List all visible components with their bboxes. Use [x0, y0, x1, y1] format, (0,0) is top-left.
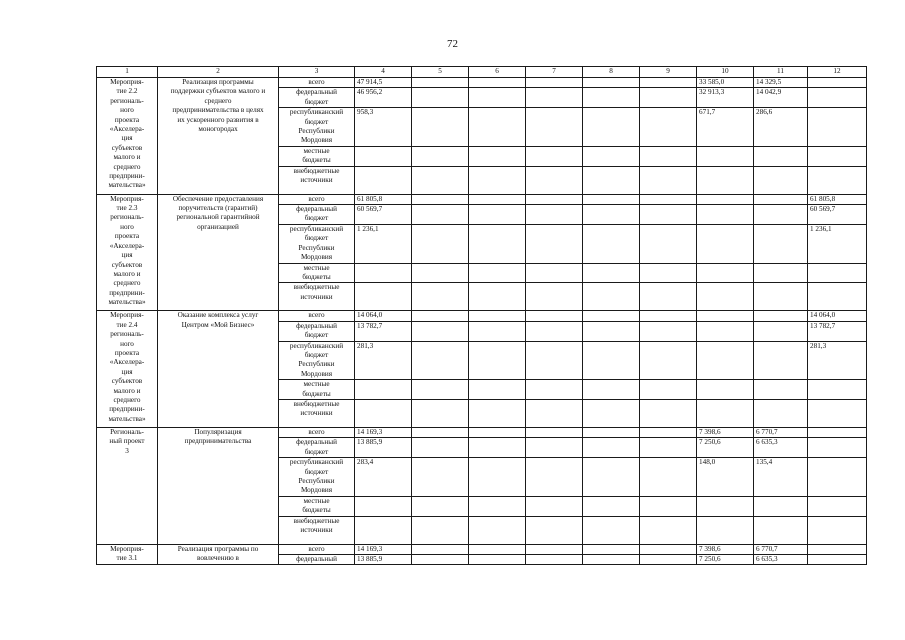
year-value-cell — [808, 555, 867, 565]
empty-year-cell — [469, 88, 526, 108]
year-value-cell — [697, 224, 754, 263]
empty-year-cell — [640, 458, 697, 497]
year-value-cell — [808, 166, 867, 194]
year-value-cell — [697, 321, 754, 341]
empty-year-cell — [526, 321, 583, 341]
total-value-cell: 47 914,5 — [355, 78, 412, 88]
table-row — [97, 311, 867, 321]
empty-year-cell — [412, 555, 469, 565]
empty-year-cell — [640, 283, 697, 311]
year-value-cell — [754, 321, 808, 341]
empty-year-cell — [469, 263, 526, 283]
empty-year-cell — [526, 108, 583, 147]
empty-year-cell — [526, 166, 583, 194]
header-cell-2: 2 — [158, 67, 279, 78]
funding-source-cell: внебюджетные источники — [279, 516, 355, 544]
empty-year-cell — [583, 263, 640, 283]
empty-year-cell — [412, 341, 469, 380]
empty-year-cell — [526, 544, 583, 554]
year-value-cell: 286,6 — [754, 108, 808, 147]
empty-year-cell — [526, 224, 583, 263]
total-value-cell — [355, 283, 412, 311]
empty-year-cell — [412, 224, 469, 263]
empty-year-cell — [583, 544, 640, 554]
total-value-cell: 283,4 — [355, 458, 412, 497]
name-cell: Оказание комплекса услуг Центром «Мой Бизнес» — [158, 311, 279, 428]
header-cell-5: 5 — [412, 67, 469, 78]
empty-year-cell — [469, 108, 526, 147]
year-value-cell — [808, 78, 867, 88]
empty-year-cell — [583, 88, 640, 108]
funding-source-cell: местные бюджеты — [279, 146, 355, 166]
header-cell-11: 11 — [754, 67, 808, 78]
total-value-cell: 14 064,0 — [355, 311, 412, 321]
empty-year-cell — [412, 146, 469, 166]
empty-year-cell — [526, 399, 583, 427]
table-row — [97, 544, 867, 554]
empty-year-cell — [526, 458, 583, 497]
header-cell-7: 7 — [526, 67, 583, 78]
funding-source-cell: республиканский бюджет Республики Мордовия — [279, 108, 355, 147]
empty-year-cell — [526, 427, 583, 437]
year-value-cell — [697, 146, 754, 166]
empty-year-cell — [526, 88, 583, 108]
empty-year-cell — [640, 544, 697, 554]
year-value-cell — [808, 458, 867, 497]
measure-cell: Мероприя- тие 2.3 региональ- ного проекта «Акселера- ция субъектов малого и среднего предприни- мательства» — [97, 194, 158, 311]
empty-year-cell — [469, 166, 526, 194]
funding-source-cell: федеральный бюджет — [279, 88, 355, 108]
year-value-cell — [754, 146, 808, 166]
year-value-cell — [808, 516, 867, 544]
funding-source-cell: федеральный бюджет — [279, 205, 355, 225]
header-cell-4: 4 — [355, 67, 412, 78]
empty-year-cell — [583, 427, 640, 437]
header-cell-6: 6 — [469, 67, 526, 78]
funding-source-cell: федеральный бюджет — [279, 438, 355, 458]
empty-year-cell — [412, 380, 469, 400]
empty-year-cell — [583, 311, 640, 321]
empty-year-cell — [469, 555, 526, 565]
empty-year-cell — [469, 458, 526, 497]
year-value-cell — [808, 263, 867, 283]
total-value-cell — [355, 146, 412, 166]
empty-year-cell — [640, 516, 697, 544]
empty-year-cell — [469, 146, 526, 166]
empty-year-cell — [640, 263, 697, 283]
empty-year-cell — [640, 194, 697, 204]
year-value-cell — [697, 341, 754, 380]
empty-year-cell — [469, 321, 526, 341]
year-value-cell: 6 635,3 — [754, 438, 808, 458]
measure-cell: Региональ- ный проект 3 — [97, 427, 158, 544]
year-value-cell — [697, 283, 754, 311]
total-value-cell: 281,3 — [355, 341, 412, 380]
empty-year-cell — [583, 516, 640, 544]
total-value-cell: 13 885,9 — [355, 438, 412, 458]
empty-year-cell — [583, 458, 640, 497]
year-value-cell: 7 398,6 — [697, 427, 754, 437]
funding-source-cell: местные бюджеты — [279, 496, 355, 516]
empty-year-cell — [583, 146, 640, 166]
total-value-cell: 14 169,3 — [355, 427, 412, 437]
year-value-cell: 60 569,7 — [808, 205, 867, 225]
total-value-cell: 958,3 — [355, 108, 412, 147]
empty-year-cell — [469, 380, 526, 400]
header-cell-8: 8 — [583, 67, 640, 78]
empty-year-cell — [469, 194, 526, 204]
total-value-cell — [355, 380, 412, 400]
empty-year-cell — [412, 263, 469, 283]
measure-cell: Мероприя- тие 2.4 региональ- ного проекта «Акселера- ция субъектов малого и среднего предприни- мательства» — [97, 311, 158, 428]
year-value-cell — [808, 399, 867, 427]
funding-source-cell: республиканский бюджет Республики Мордовия — [279, 341, 355, 380]
empty-year-cell — [526, 438, 583, 458]
empty-year-cell — [640, 496, 697, 516]
empty-year-cell — [412, 311, 469, 321]
empty-year-cell — [526, 341, 583, 380]
empty-year-cell — [583, 438, 640, 458]
empty-year-cell — [526, 555, 583, 565]
empty-year-cell — [583, 194, 640, 204]
funding-source-cell: местные бюджеты — [279, 263, 355, 283]
year-value-cell — [808, 108, 867, 147]
year-value-cell: 6 635,3 — [754, 555, 808, 565]
year-value-cell — [697, 166, 754, 194]
empty-year-cell — [640, 341, 697, 380]
year-value-cell — [697, 380, 754, 400]
year-value-cell: 135,4 — [754, 458, 808, 497]
year-value-cell — [754, 496, 808, 516]
year-value-cell: 281,3 — [808, 341, 867, 380]
empty-year-cell — [640, 108, 697, 147]
total-value-cell: 46 956,2 — [355, 88, 412, 108]
year-value-cell: 32 913,3 — [697, 88, 754, 108]
empty-year-cell — [469, 544, 526, 554]
empty-year-cell — [469, 438, 526, 458]
funding-source-cell: всего — [279, 544, 355, 554]
empty-year-cell — [583, 380, 640, 400]
year-value-cell — [808, 146, 867, 166]
empty-year-cell — [640, 311, 697, 321]
year-value-cell — [808, 283, 867, 311]
measure-cell: Мероприя- тие 2.2 региональ- ного проекта «Акселера- ция субъектов малого и среднего предприни- мательства» — [97, 78, 158, 195]
funding-source-cell: внебюджетные источники — [279, 283, 355, 311]
total-value-cell — [355, 516, 412, 544]
empty-year-cell — [526, 311, 583, 321]
total-value-cell — [355, 166, 412, 194]
table-row — [97, 78, 867, 88]
empty-year-cell — [469, 283, 526, 311]
page-number: 72 — [447, 38, 458, 50]
empty-year-cell — [412, 108, 469, 147]
empty-year-cell — [412, 544, 469, 554]
header-cell-12: 12 — [808, 67, 867, 78]
empty-year-cell — [412, 458, 469, 497]
total-value-cell: 60 569,7 — [355, 205, 412, 225]
empty-year-cell — [640, 166, 697, 194]
funding-source-cell: федеральный бюджет — [279, 321, 355, 341]
year-value-cell — [808, 496, 867, 516]
year-value-cell — [754, 283, 808, 311]
empty-year-cell — [412, 78, 469, 88]
year-value-cell — [697, 205, 754, 225]
year-value-cell — [754, 263, 808, 283]
header-cell-10: 10 — [697, 67, 754, 78]
empty-year-cell — [412, 166, 469, 194]
year-value-cell — [754, 311, 808, 321]
empty-year-cell — [469, 224, 526, 263]
empty-year-cell — [640, 555, 697, 565]
funding-source-cell: всего — [279, 78, 355, 88]
year-value-cell — [808, 427, 867, 437]
empty-year-cell — [640, 205, 697, 225]
year-value-cell: 7 398,6 — [697, 544, 754, 554]
table-row — [97, 194, 867, 204]
funding-source-cell: республиканский бюджет Республики Мордовия — [279, 458, 355, 497]
year-value-cell — [697, 194, 754, 204]
empty-year-cell — [583, 205, 640, 225]
header-cell-1: 1 — [97, 67, 158, 78]
year-value-cell — [754, 380, 808, 400]
total-value-cell: 13 885,9 — [355, 555, 412, 565]
empty-year-cell — [640, 438, 697, 458]
empty-year-cell — [640, 321, 697, 341]
total-value-cell: 61 805,8 — [355, 194, 412, 204]
year-value-cell: 13 782,7 — [808, 321, 867, 341]
total-value-cell — [355, 399, 412, 427]
empty-year-cell — [469, 399, 526, 427]
year-value-cell: 7 250,6 — [697, 555, 754, 565]
total-value-cell — [355, 263, 412, 283]
empty-year-cell — [526, 146, 583, 166]
year-value-cell — [808, 438, 867, 458]
measure-cell: Мероприя- тие 3.1 — [97, 544, 158, 565]
year-value-cell — [754, 205, 808, 225]
empty-year-cell — [583, 78, 640, 88]
empty-year-cell — [526, 380, 583, 400]
name-cell: Реализация программы по вовлечению в — [158, 544, 279, 565]
year-value-cell — [754, 224, 808, 263]
year-value-cell — [754, 399, 808, 427]
empty-year-cell — [640, 88, 697, 108]
empty-year-cell — [412, 283, 469, 311]
funding-source-cell: федеральный — [279, 555, 355, 565]
year-value-cell — [808, 88, 867, 108]
empty-year-cell — [526, 496, 583, 516]
name-cell: Обеспечение предоставления поручительств (гарантий) региональной гарантийной организацией — [158, 194, 279, 311]
year-value-cell — [697, 516, 754, 544]
budget-table — [96, 66, 867, 565]
funding-source-cell: внебюджетные источники — [279, 399, 355, 427]
header-cell-9: 9 — [640, 67, 697, 78]
year-value-cell: 33 585,0 — [697, 78, 754, 88]
empty-year-cell — [469, 78, 526, 88]
total-value-cell: 1 236,1 — [355, 224, 412, 263]
empty-year-cell — [412, 321, 469, 341]
empty-year-cell — [583, 321, 640, 341]
empty-year-cell — [526, 205, 583, 225]
empty-year-cell — [640, 427, 697, 437]
total-value-cell: 13 782,7 — [355, 321, 412, 341]
empty-year-cell — [469, 516, 526, 544]
funding-source-cell: внебюджетные источники — [279, 166, 355, 194]
empty-year-cell — [412, 194, 469, 204]
empty-year-cell — [412, 438, 469, 458]
empty-year-cell — [469, 341, 526, 380]
empty-year-cell — [526, 194, 583, 204]
year-value-cell: 148,0 — [697, 458, 754, 497]
name-cell: Популяризация предпринимательства — [158, 427, 279, 544]
empty-year-cell — [412, 516, 469, 544]
empty-year-cell — [583, 341, 640, 380]
empty-year-cell — [412, 399, 469, 427]
empty-year-cell — [583, 399, 640, 427]
name-cell: Реализация программы поддержки субъектов малого и среднего предпринимательства в целях их ускоренного развития в моногородах — [158, 78, 279, 195]
year-value-cell — [808, 544, 867, 554]
empty-year-cell — [526, 263, 583, 283]
empty-year-cell — [583, 224, 640, 263]
year-value-cell: 14 064,0 — [808, 311, 867, 321]
year-value-cell: 61 805,8 — [808, 194, 867, 204]
empty-year-cell — [469, 311, 526, 321]
funding-source-cell: всего — [279, 427, 355, 437]
header-row — [97, 67, 867, 78]
empty-year-cell — [469, 205, 526, 225]
empty-year-cell — [583, 108, 640, 147]
empty-year-cell — [583, 166, 640, 194]
header-cell-3: 3 — [279, 67, 355, 78]
year-value-cell — [754, 194, 808, 204]
funding-source-cell: местные бюджеты — [279, 380, 355, 400]
funding-source-cell: всего — [279, 194, 355, 204]
year-value-cell — [697, 496, 754, 516]
year-value-cell: 6 770,7 — [754, 427, 808, 437]
year-value-cell: 7 250,6 — [697, 438, 754, 458]
empty-year-cell — [583, 283, 640, 311]
year-value-cell — [754, 341, 808, 380]
year-value-cell — [697, 311, 754, 321]
funding-source-cell: всего — [279, 311, 355, 321]
table-row — [97, 427, 867, 437]
empty-year-cell — [640, 78, 697, 88]
total-value-cell — [355, 496, 412, 516]
empty-year-cell — [640, 224, 697, 263]
total-value-cell: 14 169,3 — [355, 544, 412, 554]
year-value-cell: 671,7 — [697, 108, 754, 147]
empty-year-cell — [412, 427, 469, 437]
empty-year-cell — [412, 88, 469, 108]
empty-year-cell — [640, 399, 697, 427]
empty-year-cell — [526, 516, 583, 544]
empty-year-cell — [640, 380, 697, 400]
empty-year-cell — [583, 496, 640, 516]
empty-year-cell — [526, 283, 583, 311]
year-value-cell — [697, 263, 754, 283]
empty-year-cell — [583, 555, 640, 565]
year-value-cell — [754, 166, 808, 194]
empty-year-cell — [469, 496, 526, 516]
year-value-cell: 1 236,1 — [808, 224, 867, 263]
year-value-cell — [808, 380, 867, 400]
year-value-cell: 6 770,7 — [754, 544, 808, 554]
year-value-cell: 14 329,5 — [754, 78, 808, 88]
year-value-cell: 14 042,9 — [754, 88, 808, 108]
empty-year-cell — [469, 427, 526, 437]
funding-source-cell: республиканский бюджет Республики Мордовия — [279, 224, 355, 263]
empty-year-cell — [412, 496, 469, 516]
empty-year-cell — [412, 205, 469, 225]
empty-year-cell — [640, 146, 697, 166]
empty-year-cell — [526, 78, 583, 88]
year-value-cell — [697, 399, 754, 427]
year-value-cell — [754, 516, 808, 544]
